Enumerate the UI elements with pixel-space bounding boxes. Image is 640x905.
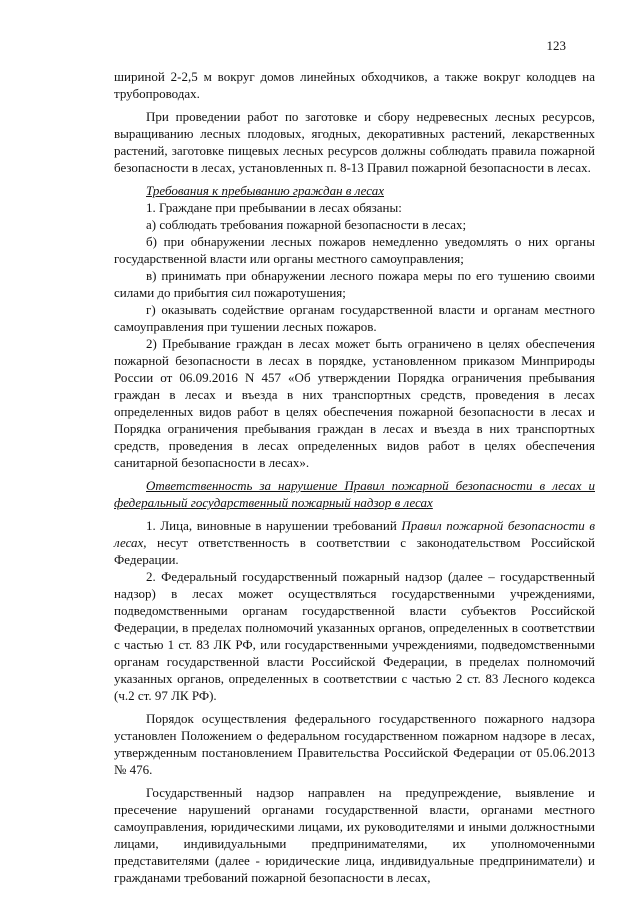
list-item: б) при обнаружении лесных пожаров немедленно уведомлять о них органы государственной власти или органы местного самоуправления; — [114, 234, 595, 266]
list-item: а) соблюдать требования пожарной безопасности в лесах; — [146, 217, 467, 232]
paragraph — [114, 517, 595, 568]
section-heading: Ответственность за нарушение Правил пожарной безопасности в лесах и федеральный государственный пожарный надзор в лесах — [114, 478, 595, 510]
paragraph: шириной 2-2,5 м вокруг домов линейных обходчиков, а также вокруг колодцев на трубопроводах. — [114, 69, 595, 101]
paragraph-start: 1. Лица, виновные в нарушении требований — [146, 518, 402, 533]
paragraph: 2) Пребывание граждан в лесах может быть ограничено в целях обеспечения пожарной безопасности в лесах в порядке, установленном приказом Минприроды России от 06.09.2016 N 457 «Об утверждении Порядка ограничения пребывания граждан в лесах и въезда в них транспортных средств, проведения в лесах определенных видов работ в целях обеспечения пожарной безопасности в лесах и Порядка ограничения пребывания граждан в лесах и въезда в них транспортных средств, проведения в лесах определенных видов работ в целях обеспечения санитарной безопасности в лесах». — [114, 336, 595, 470]
paragraph: Государственный надзор направлен на предупреждение, выявление и пресечение нарушений органами государственной власти, органами местного самоуправления, юридическими лицами, их руководителями и иными должностными лицами, индивидуальными предпринимателями, их уполномоченными представителями (далее - юридические лица, индивидуальные предприниматели) и гражданами требований пожарной безопасности в лесах, — [114, 785, 595, 885]
italic-term: Правил пожарной безопасности в лесах — [114, 518, 595, 550]
paragraph-end: , несут ответственность в соответствии с законодательством Российской Федерации. — [114, 535, 595, 567]
paragraph: Порядок осуществления федерального государственного пожарного надзора установлен Положением о федеральном государственном пожарном надзоре в лесах, утвержденным постановлением Правительства Российской Федерации от 05.06.2013 № 476. — [114, 711, 595, 777]
page-number: 123 — [546, 38, 566, 53]
section-heading: Требования к пребыванию граждан в лесах — [146, 183, 384, 198]
paragraph: 2. Федеральный государственный пожарный надзор (далее – государственный надзор) в лесах может осуществляться государственными учреждениями, подведомственными органам государственной власти субъектов Российской Федерации, в пределах полномочий указанных органов, определенных в соответствии с частью 1 ст. 83 ЛК РФ, или государственными учреждениями, подведомственными органам государственной власти Российской Федерации, в пределах полномочий указанных органов, определенных в соответствии с частью 2 ст. 83 Лесного кодекса (ч.2 ст. 97 ЛК РФ). — [114, 569, 595, 703]
paragraph: 1. Граждане при пребывании в лесах обязаны: — [146, 200, 402, 215]
paragraph: При проведении работ по заготовке и сбору недревесных лесных ресурсов, выращиванию лесных плодовых, ягодных, декоративных растений, лекарственных растений, заготовке пищевых лесных ресурсов должны соблюдать правила пожарной безопасности в лесах, установленных п. 8-13 Правил пожарной безопасности в лесах. — [114, 109, 595, 175]
document-body — [114, 68, 595, 886]
list-item: в) принимать при обнаружении лесного пожара меры по его тушению своими силами до прибытия сил пожаротушения; — [114, 268, 595, 300]
list-item: г) оказывать содействие органам государственной власти и органам местного самоуправления при тушении лесных пожаров. — [114, 302, 595, 334]
